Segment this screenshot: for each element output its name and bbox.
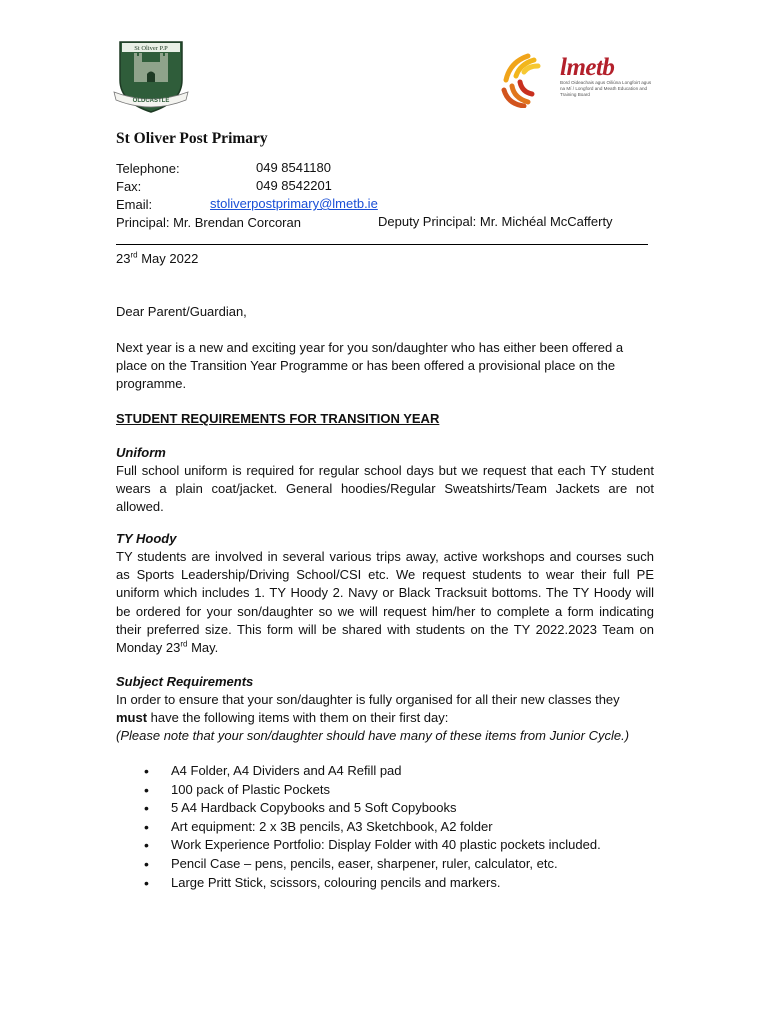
school-crest-logo: [112, 36, 190, 116]
list-item: • Pencil Case – pens, pencils, easer, sharpener, ruler, calculator, etc.: [144, 855, 601, 874]
svg-text:OLDCASTLE: OLDCASTLE: [132, 98, 170, 104]
school-name: St Oliver Post Primary: [116, 130, 268, 147]
list-item: • 5 A4 Hardback Copybooks and 5 Soft Copybooks: [144, 799, 601, 818]
uniform-paragraph: Full school uniform is required for regular school days but we request that each TY student wears a plain coat/jacket. General hoodies/Regular Sweatshirts/Team Jackets are not allowed.: [116, 463, 654, 515]
telephone-value: 049 8541180: [256, 160, 331, 175]
list-item: • 100 pack of Plastic Pockets: [144, 781, 601, 800]
list-item: • A4 Folder, A4 Dividers and A4 Refill pad: [144, 762, 601, 781]
ty-hoody-heading: TY Hoody: [116, 531, 177, 546]
principal-name: Principal: Mr. Brendan Corcoran: [116, 215, 301, 230]
salutation: Dear Parent/Guardian,: [116, 304, 247, 319]
lmetb-logo: [498, 52, 658, 108]
header-divider: [116, 244, 648, 245]
deputy-principal-name: Deputy Principal: Mr. Michéal McCafferty: [378, 214, 613, 229]
lmetb-tagline: Bord Oideachais agus Oiliúna Longfoirt agus na Mí / Longford and Meath Education and Training Board: [560, 80, 652, 97]
letter-date: 23rd May 2022: [116, 250, 199, 266]
list-item: • Work Experience Portfolio: Display Folder with 40 plastic pockets included.: [144, 836, 601, 855]
requirements-list: [144, 762, 601, 892]
lmetb-wordmark: lmetb: [560, 54, 615, 81]
email-label: Email:: [116, 197, 153, 212]
subject-requirements-heading: Subject Requirements: [116, 674, 254, 689]
uniform-heading: Uniform: [116, 445, 166, 460]
ty-hoody-paragraph: TY students are involved in several various trips away, active workshops and courses such as Sports Leadership/Driving School/CSI etc. We request students to wear their full PE uniform which includes 1. TY Hoody 2. Navy or Black Tracksuit bottoms. The TY Hoody will be ordered for your son/daughter so we will request him/her to complete a form indicating their preferred size. This form will be shared with students on the TY 2022.2023 Team on Monday 23rd May.: [116, 549, 654, 656]
list-item: • Large Pritt Stick, scissors, colouring pencils and markers.: [144, 874, 601, 893]
subject-requirements-note: (Please note that your son/daughter should have many of these items from Junior Cycle.): [116, 728, 630, 743]
lmetb-sunburst-icon: [498, 52, 556, 108]
intro-paragraph: Next year is a new and exciting year for you son/daughter who has either been offered a place on the Transition Year Programme or has been offered a provisional place on the programme.: [116, 340, 624, 392]
fax-value: 049 8542201: [256, 178, 332, 193]
email-link[interactable]: stoliverpostprimary@lmetb.ie: [210, 196, 378, 211]
subject-requirements-paragraph: In order to ensure that your son/daughter is fully organised for all their new classes they must have the following items with them on their first day:: [116, 692, 620, 726]
svg-text:St Oliver P.P: St Oliver P.P: [134, 45, 168, 52]
telephone-label: Telephone:: [116, 161, 180, 176]
fax-label: Fax:: [116, 179, 142, 194]
requirements-heading: STUDENT REQUIREMENTS FOR TRANSITION YEAR: [116, 411, 440, 426]
list-item: • Art equipment: 2 x 3B pencils, A3 Sketchbook, A2 folder: [144, 818, 601, 837]
